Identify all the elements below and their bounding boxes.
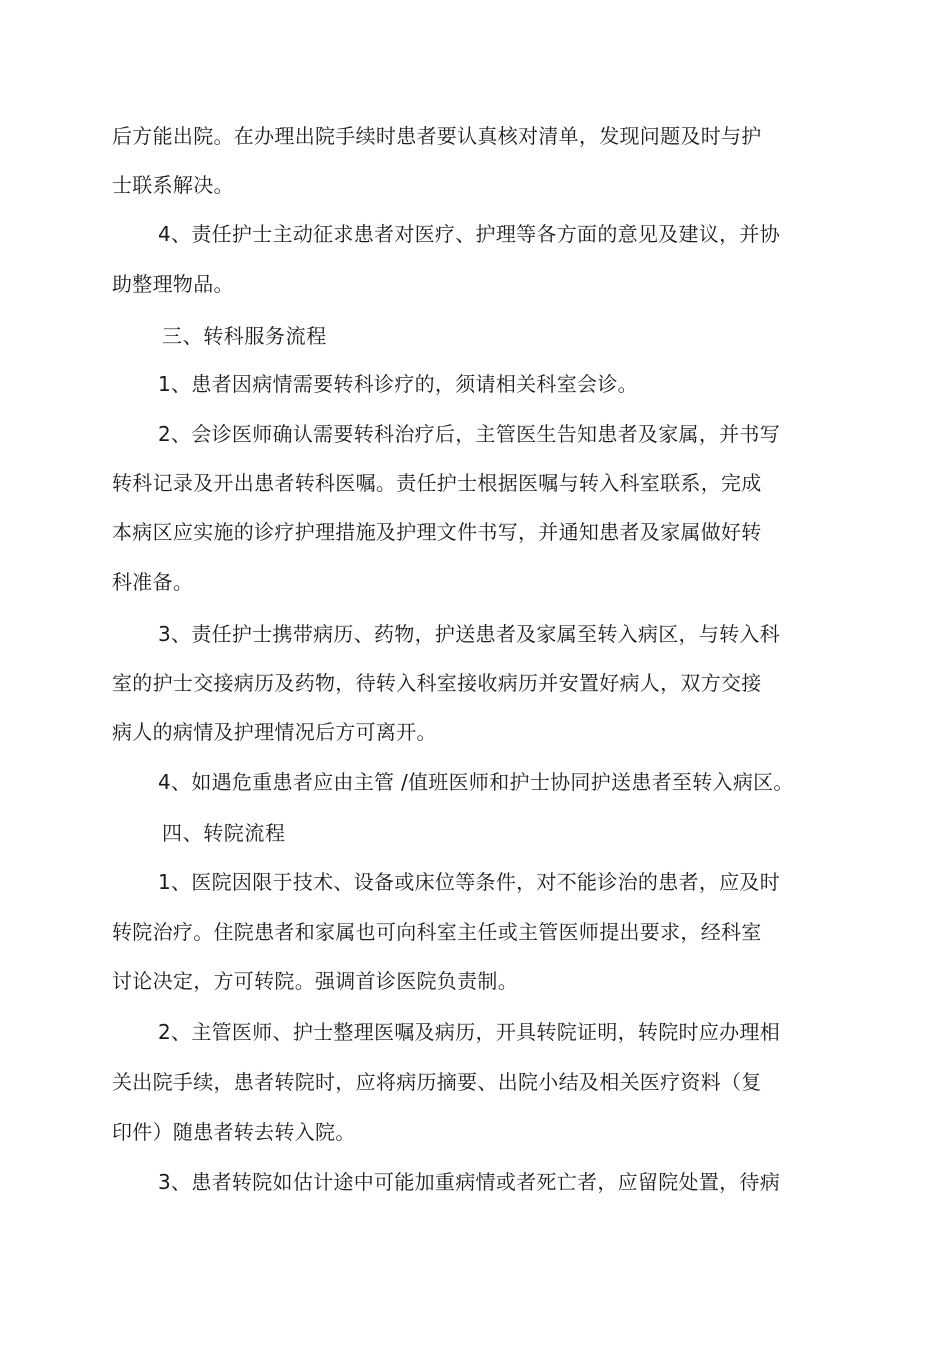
paragraph-line: 4、责任护士主动征求患者对医疗、护理等各方面的意见及建议，并协: [158, 222, 781, 246]
paragraph-line: 转科记录及开出患者转科医嘱。责任护士根据医嘱与转入科室联系，完成: [112, 471, 762, 495]
paragraph-line: 3、患者转院如估计途中可能加重病情或者死亡者，应留院处置，待病: [158, 1170, 781, 1194]
paragraph-line: 关出院手续，患者转院时，应将病历摘要、出院小结及相关医疗资料（复: [112, 1070, 762, 1094]
paragraph-line: 2、会诊医师确认需要转科治疗后，主管医生告知患者及家属，并书写: [158, 422, 781, 446]
paragraph-line: 印件）随患者转去转入院。: [112, 1120, 356, 1144]
paragraph-line: 助整理物品。: [112, 272, 234, 296]
paragraph-line: 室的护士交接病历及药物，待转入科室接收病历并安置好病人，双方交接: [112, 671, 762, 695]
paragraph-line: 1、患者因病情需要转科诊疗的，须请相关科室会诊。: [158, 372, 638, 396]
section-heading: 四、转院流程: [162, 821, 286, 845]
paragraph-line: 1、医院因限于技术、设备或床位等条件，对不能诊治的患者，应及时: [158, 870, 781, 894]
paragraph-line: 2、主管医师、护士整理医嘱及病历，开具转院证明，转院时应办理相: [158, 1020, 781, 1044]
paragraph-line: 讨论决定，方可转院。强调首诊医院负责制。: [112, 969, 518, 993]
section-heading: 三、转科服务流程: [162, 324, 327, 348]
paragraph-line: 本病区应实施的诊疗护理措施及护理文件书写，并通知患者及家属做好转: [112, 520, 762, 544]
paragraph-line: 转院治疗。住院患者和家属也可向科室主任或主管医师提出要求，经科室: [112, 920, 762, 944]
paragraph-line: 士联系解决。: [112, 173, 234, 197]
paragraph-line: 4、如遇危重患者应由主管 /值班医师和护士协同护送患者至转入病区。: [158, 770, 794, 794]
paragraph-line: 3、责任护士携带病历、药物，护送患者及家属至转入病区，与转入科: [158, 622, 781, 646]
paragraph-line: 病人的病情及护理情况后方可离开。: [112, 720, 437, 744]
paragraph-line: 后方能出院。在办理出院手续时患者要认真核对清单，发现问题及时与护: [112, 124, 762, 148]
paragraph-line: 科准备。: [112, 570, 194, 594]
